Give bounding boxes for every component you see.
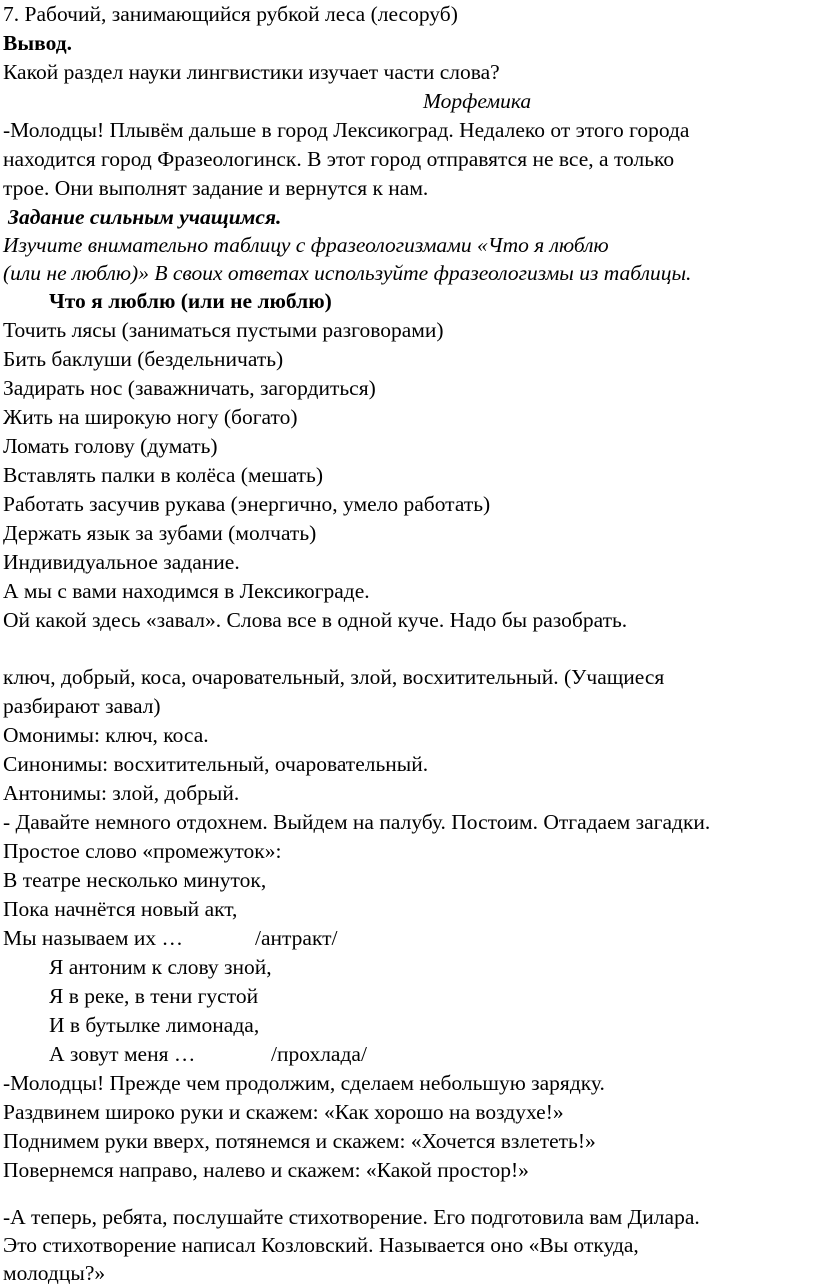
list-item: Точить лясы (заниматься пустыми разговорами) bbox=[3, 318, 444, 342]
text-line: -Молодцы! Плывём дальше в город Лексикоград. Недалеко от этого города bbox=[3, 118, 690, 142]
riddle-line: И в бутылке лимонада, bbox=[49, 1013, 260, 1037]
text-line: -А теперь, ребята, послушайте стихотворение. Его подготовила вам Дилара. bbox=[3, 1205, 700, 1229]
list-item: Работать засучив рукава (энергично, умело работать) bbox=[3, 492, 491, 516]
answer-text: Морфемика bbox=[423, 89, 532, 113]
text-line: разбирают завал) bbox=[3, 694, 161, 718]
text-line: -Молодцы! Прежде чем продолжим, сделаем небольшую зарядку. bbox=[3, 1071, 605, 1095]
riddle-line: Я в реке, в тени густой bbox=[49, 984, 259, 1008]
task-heading: Задание сильным учащимся. bbox=[8, 205, 282, 229]
table-title: Что я люблю (или не люблю) bbox=[49, 289, 332, 313]
riddle-line: Я антоним к слову зной, bbox=[49, 955, 272, 979]
text-line: - Давайте немного отдохнем. Выйдем на палубу. Постоим. Отгадаем загадки. bbox=[3, 810, 711, 834]
text-line: 7. Рабочий, занимающийся рубкой леса (лесоруб) bbox=[3, 2, 458, 26]
riddle-line: Пока начнётся новый акт, bbox=[3, 897, 238, 921]
text-line: Поднимем руки вверх, потянемся и скажем: «Хочется взлететь!» bbox=[3, 1129, 596, 1153]
text-line: Антонимы: злой, добрый. bbox=[3, 781, 240, 805]
task-instruction: Изучите внимательно таблицу с фразеологизмами «Что я люблю bbox=[3, 233, 609, 257]
task-instruction: (или не люблю)» В своих ответах используйте фразеологизмы из таблицы. bbox=[3, 261, 692, 285]
list-item: Ломать голову (думать) bbox=[3, 434, 218, 458]
text-line: находится город Фразеологинск. В этот город отправятся не все, а только bbox=[3, 147, 675, 171]
text-line: Индивидуальное задание. bbox=[3, 550, 240, 574]
text-line: Раздвинем широко руки и скажем: «Как хорошо на воздухе!» bbox=[3, 1100, 564, 1124]
text-line: молодцы?» bbox=[3, 1261, 106, 1285]
riddle-answer: /антракт/ bbox=[255, 926, 338, 950]
text-line: Это стихотворение написал Козловский. Называется оно «Вы откуда, bbox=[3, 1233, 639, 1257]
riddle-line: Мы называем их … bbox=[3, 926, 183, 950]
text-line: А мы с вами находимся в Лексикограде. bbox=[3, 579, 370, 603]
riddle-line: А зовут меня … bbox=[49, 1042, 196, 1066]
list-item: Жить на широкую ногу (богато) bbox=[3, 405, 298, 429]
list-item: Вставлять палки в колёса (мешать) bbox=[3, 463, 323, 487]
list-item: Бить баклуши (бездельничать) bbox=[3, 347, 284, 371]
text-line: трое. Они выполнят задание и вернутся к нам. bbox=[3, 176, 429, 200]
text-line: ключ, добрый, коса, очаровательный, злой, восхитительный. (Учащиеся bbox=[3, 665, 665, 689]
text-line: Какой раздел науки лингвистики изучает части слова? bbox=[3, 60, 500, 84]
text-line: Синонимы: восхитительный, очаровательный. bbox=[3, 752, 429, 776]
text-line: Повернемся направо, налево и скажем: «Какой простор!» bbox=[3, 1158, 529, 1182]
riddle-line: В театре несколько минуток, bbox=[3, 868, 267, 892]
riddle-answer: /прохлада/ bbox=[271, 1042, 367, 1066]
list-item: Задирать нос (заважничать, загордиться) bbox=[3, 376, 376, 400]
list-item: Держать язык за зубами (молчать) bbox=[3, 521, 317, 545]
heading-conclusion: Вывод. bbox=[3, 31, 72, 55]
text-line: Омонимы: ключ, коса. bbox=[3, 723, 209, 747]
text-line: Ой какой здесь «завал». Слова все в одной куче. Надо бы разобрать. bbox=[3, 608, 628, 632]
riddle-line: Простое слово «промежуток»: bbox=[3, 839, 282, 863]
